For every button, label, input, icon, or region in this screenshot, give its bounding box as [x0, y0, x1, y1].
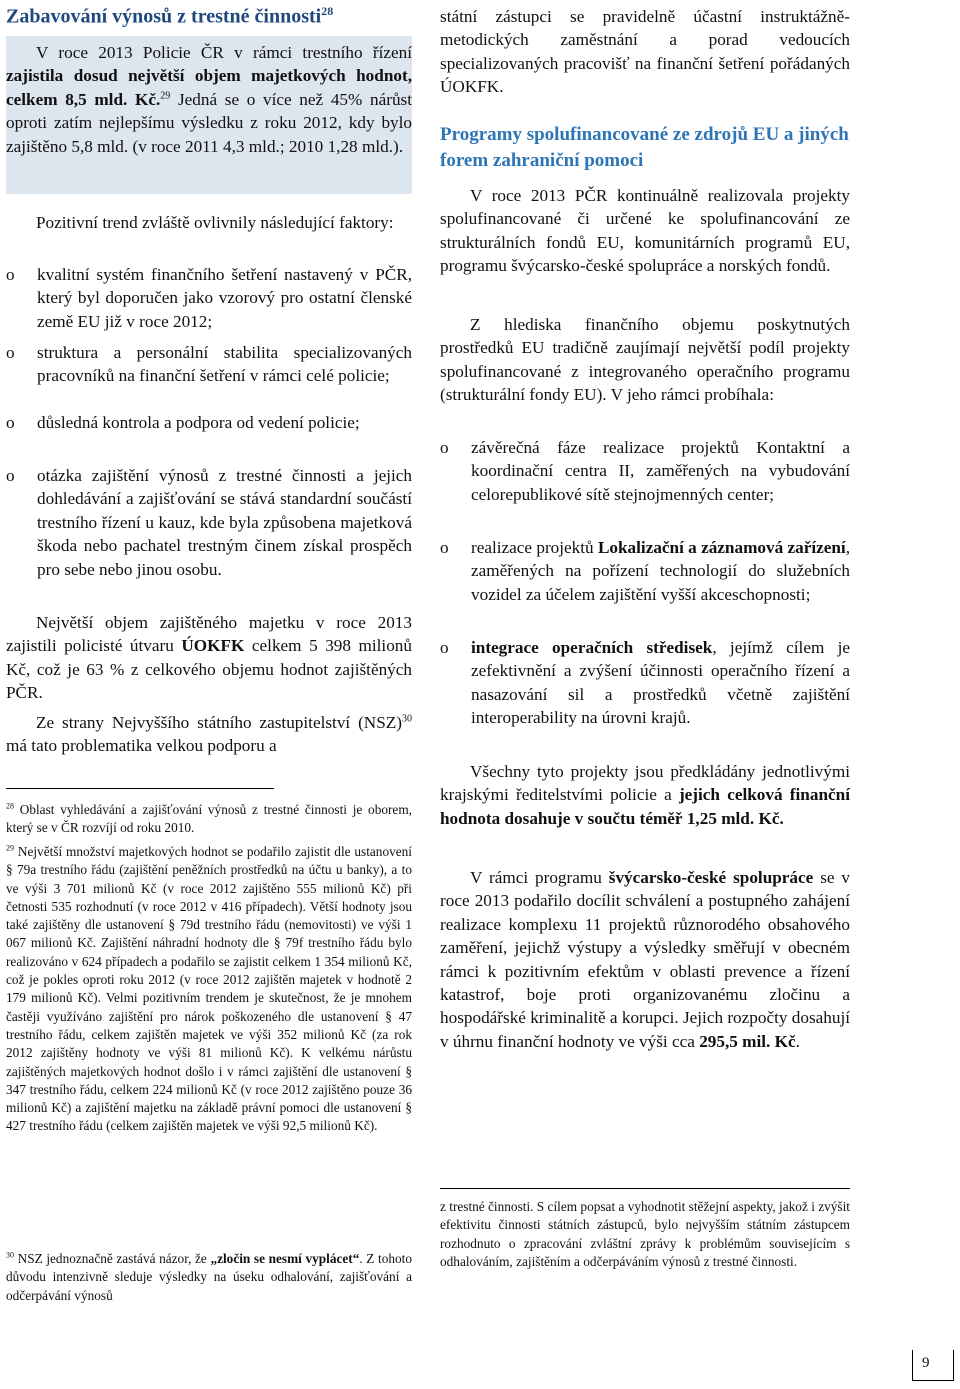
footnote-30: $^{30}$ NSZ jednoznačně zastává názor, že „zločin se nesmí vyplácet“. Z tohoto důvodu intenzivně sleduje výsledky na úseku odhalování, zajišťování a odčerpávání výnosů — [6, 1250, 413, 1303]
page-number-frame — [912, 1350, 954, 1381]
list-item: o důsledná kontrola a podpora od vedení policie; — [6, 411, 412, 459]
list-item: o integrace operačních středisek, jejímž cílem je zefektivnění a zvýšení účinnosti operačního řízení a nasazování sil a prostředků včetně zajištění interoperability na úrovni krajů. — [440, 638, 850, 728]
paragraph-ptcr: V roce 2013 PČR kontinuálně realizovala projekty spolufinancované či určené ke spolufinancování ze strukturálních fondů EU, komunitárních programů EU, programu švýcarsko-české spolupráce a norských fondů. — [440, 186, 850, 276]
bullet-marker: o — [6, 466, 15, 485]
bullet-marker: o — [6, 265, 15, 284]
list-item: o struktura a personální stabilita specializovaných pracovníků na finanční šetření v rámci celé policie; — [6, 343, 412, 386]
bullet-marker: o — [440, 538, 449, 557]
list-item: o kvalitní systém finančního šetření nastavený v PČR, který byl doporučen jako vzorový pro ostatní členské země EU již v roce 2012; — [6, 265, 412, 331]
paragraph-trend: Pozitivní trend zvláště ovlivnily následující faktory: — [36, 213, 394, 232]
footnote-ref-29: 29 — [160, 90, 171, 102]
footnote-28: $^{28}$ Oblast vyhledávání a zajišťování výnosů z trestné činnosti je oborem, který se v ČR rozvíjí od roku 2010. — [6, 801, 412, 836]
list-item: o závěrečná fáze realizace projektů Kontaktní a koordinační centra II, zaměřených na vybudování celorepublikové sítě stejnojmenných center; — [440, 438, 850, 504]
highlight-paragraph: V roce 2013 Policie ČR v rámci trestního řízení zajistila dosud největší objem majetkových hodnot, celkem 8,5 mld. Kč.$^{29}$ Jedná se o více než 45% nárůst oproti zatím nejlepšímu výsledku z roku 2012, kdy bylo zajištěno 5,8 mld. (v roce 2011 4,3 mld.; 2010 1,28 mld.). — [6, 43, 413, 156]
page-number: 9 — [922, 1355, 930, 1371]
bullet-marker: o — [440, 638, 449, 657]
paragraph-all-projects: Všechny tyto projekty jsou předkládány jednotlivými krajskými ředitelstvími policie a jejich celková finanční hodnota dosahuje v součtu téměř 1,25 mld. Kč. — [440, 762, 850, 828]
footnote-separator — [440, 1188, 850, 1189]
footnote-ref-28: 28 — [321, 4, 334, 18]
list-item: o realizace projektů Lokalizační a záznamová zařízení, zaměřených na pořízení technologií do služebních vozidel za účelem zajištění vyšší akceschopnosti; — [440, 538, 850, 604]
bullet-marker: o — [6, 413, 15, 432]
paragraph-nsz: Ze strany Nejvyššího státního zastupitelství (NSZ)$^{30}$ má tato problematika velkou podporu a — [6, 713, 412, 756]
paragraph-uokfk: Největší objem zajištěného majetku v roce 2013 zajistili policisté útvaru ÚOKFK celkem 5 398 milionů Kč, což je 63 % z celkového objemu hodnot zajištěných PČR. — [6, 613, 412, 703]
footnote-ref-30: 30 — [402, 713, 412, 725]
paragraph-swiss: V rámci programu švýcarsko-české spolupráce se v roce 2013 podařilo docílit schválení a postupného zahájení realizace komplexu 11 projektů různorodého obsahového zaměření, jejichž výstupy a výsledky směřují v obecném rámci k pozitivním efektům v oblasti prevence a řízení katastrof, boje proti organizovanému zločinu a hospodářské kriminalitě a korupci. Jejich rozpočty dosahují v úhrnu finanční hodnoty ve výši cca 295,5 mil. Kč. — [440, 868, 851, 1051]
paragraph-financial: Z hlediska finančního objemu poskytnutých prostředků EU tradičně zaujímají největší podíl projekty spolufinancované z integrovaného operačního programu (strukturální fondy EU). V jeho rámci probíhala: — [440, 315, 850, 405]
footnote-30-continued: z trestné činnosti. S cílem popsat a vyhodnotit stěžejní aspekty, jakož i zvýšit efektivitu činnosti státních zástupců, bylo nejvyšším státním zástupcem rozhodnuto o zpracování zvláštní zprávy k problémům souvisejícím s odhalováním, zajištěním a odčerpáváním výnosů z trestné činnosti. — [440, 1199, 850, 1269]
section-heading-proceeds: Zabavování výnosů z trestné činnosti$^{28}$ — [6, 4, 334, 28]
bullet-marker: o — [440, 438, 449, 457]
list-item: o otázka zajištění výnosů z trestné činnosti a jejich dohledávání a zajišťování se stává standardní součástí trestního řízení u kauz, kde byla způsobena majetková škoda nebo pachatel trestným činem získal prospěch pro sebe nebo jinou osobu. — [6, 466, 412, 579]
section-heading-eu-programs: Programy spolufinancované ze zdrojů EU a jiných forem zahraniční pomoci — [440, 124, 849, 171]
footnote-separator — [6, 788, 274, 789]
paragraph-continuation: státní zástupci se pravidelně účastní instruktážně-metodických zaměstnání a porad vedoucích specializovaných pracovišť na finanční šetření pořádaných ÚOKFK. — [440, 7, 850, 97]
footnote-29: $^{29}$ Největší množství majetkových hodnot se podařilo zajistit dle ustanovení § 79a trestního řádu (zajištění peněžních prostředků na účtu u banky), a to ve výši 3 701 milionů Kč (v roce 2012 zajištěno 555 milionů Kč) při četnosti 535 rozhodnutí (v roce 2012 v 416 případech). Větší hodnoty jsou také zajištěny dle ustanovení § 79d trestního řádu (nemovitosti) ve výši 1 067 milionů Kč. Zajištění náhradní hodnoty dle § 79f trestního řádu bylo realizováno v 624 případech a podařilo se zajistit celkem 1 354 milionů Kč, což je pokles oproti roku 2012 (v roce 2012 zajištěn majetek v hodnotě 2 179 milionů Kč). Velmi pozitivním trendem je skutečnost, že je mnohem častěji využíváno zajištění pro nárok poškozeného dle ustanovení § 47 trestního řádu, celkem zajištěn majetek ve výši 352 milionů Kč (za rok 2012 zajištěny hodnoty ve výši 81 milionů Kč). K velkému nárůstu zajištěných majetkových hodnot došlo i v rámci zajištění dle ustanovení § 347 trestního řádu, celkem 224 milionů Kč (v roce 2012 zajištěno pouze 36 milionů Kč) a zajištění majetku na základě právní pomoci dle ustanovení § 427 trestního řádu (celkem zajištěn majetek ve výši 92,5 milionů Kč). — [6, 843, 412, 1134]
bullet-marker: o — [6, 343, 15, 362]
